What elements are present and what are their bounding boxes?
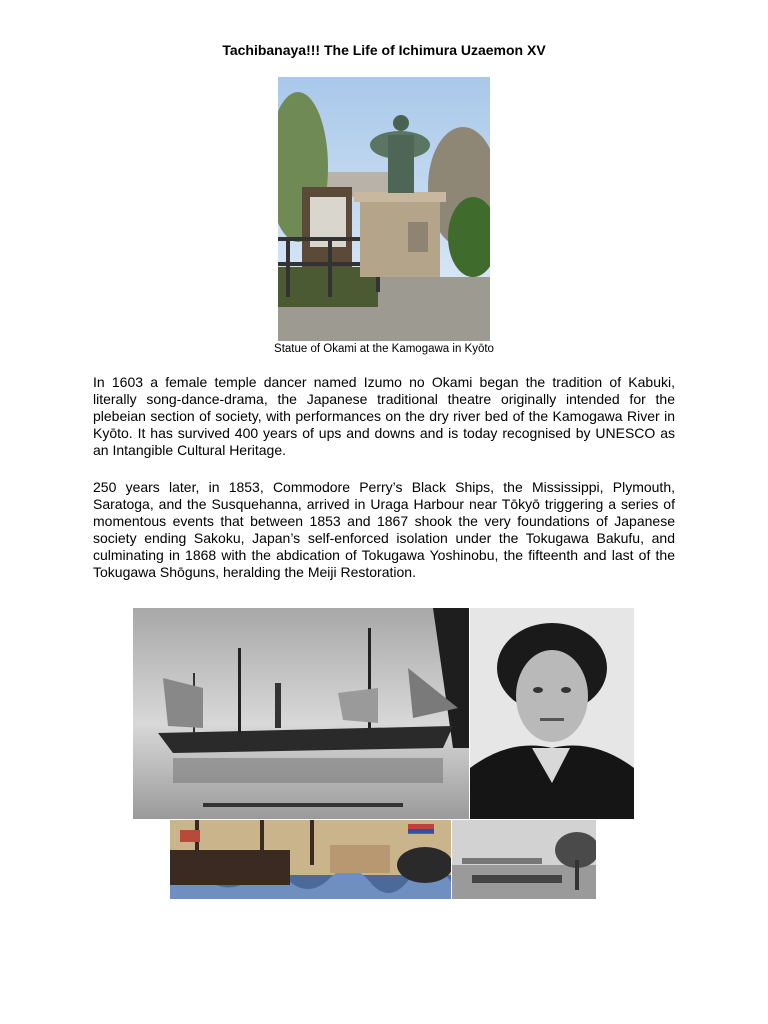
paragraph-kabuki-origins: In 1603 a female temple dancer named Izumo no Okami began the tradition of Kabuki, literally song-dance-drama, the Japanese traditional theatre originally intended for the plebeian section of society, with performances on the dry river bed of the Kamogawa River in Kyōto. It has survived 400 years of ups and downs and is today recognised by UNESCO as an Intangible Cultural Heritage. (93, 374, 675, 458)
paragraph-black-ships: 250 years later, in 1853, Commodore Perry’s Black Ships, the Mississippi, Plymouth, Saratoga, and the Susquehanna, arrived in Uraga Harbour near Tōkyō triggering a series of momentous events that between 1853 and 1867 shook the very foundations of Japanese society ending Sakoku, Japan’s self-enforced isolation under the Tokugawa Bakufu, and culminating in 1868 with the abdication of Tokugawa Yoshinobu, the fifteenth and last of the Tokugawa Shōguns, heralding the Meiji Restoration. (93, 479, 675, 580)
photo-caption: Statue of Okami at the Kamogawa in Kyōto (274, 343, 494, 355)
ukiyo-e-black-ships-print (170, 820, 451, 899)
perry-landing-scene (452, 820, 596, 899)
document-title: Tachibanaya!!! The Life of Ichimura Uzaemon XV (222, 42, 546, 58)
black-ships-photo (133, 608, 469, 819)
okami-statue-photo (278, 77, 490, 341)
commodore-perry-portrait (470, 608, 634, 819)
